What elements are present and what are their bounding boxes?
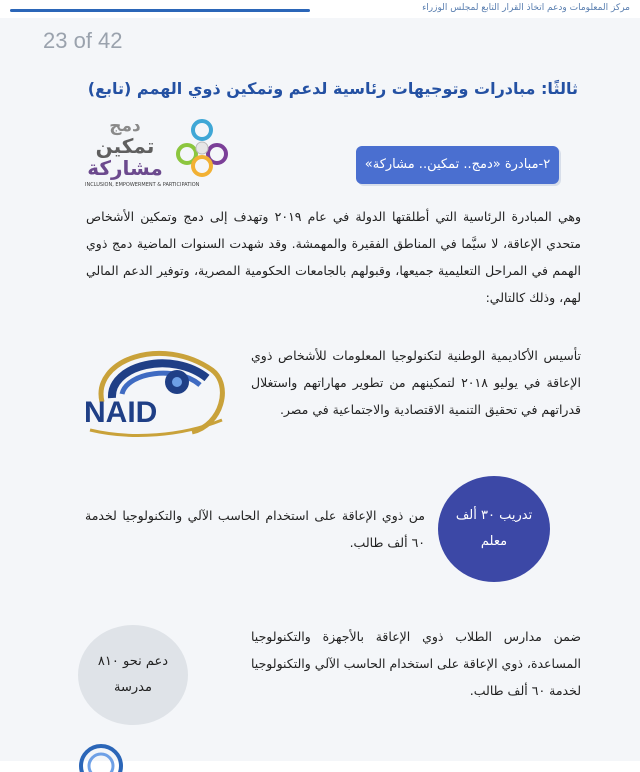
header-rule (10, 9, 310, 12)
schools-stat-text: ضمن مدارس الطلاب ذوي الإعاقة بالأجهزة والتكنولوجيا المساعدة، ذوي الإعاقة على استخدام الحاسب الآلي والتكنولوجيا لخدمة ٦٠ ألف طالب. (251, 629, 581, 698)
page-header (0, 0, 640, 18)
header-org-name: مركز المعلومات ودعم اتخاذ القرار التابع لمجلس الوزراء (422, 3, 630, 13)
schools-stat-unit: مدرسة (114, 680, 152, 695)
section-title: ثالثًا: مبادرات وتوجيهات رئاسية لدعم وتمكين ذوي الهمم (تابع) (87, 79, 578, 98)
logo-word-3: مشاركة (87, 156, 163, 180)
logo-subtitle: INCLUSION, EMPOWERMENT & PARTICIPATION (85, 182, 200, 188)
people-circle-icon (171, 118, 233, 178)
schools-stat-value: دعم نحو ٨١٠ (97, 654, 169, 669)
initiative-badge: ٢-مبادرة «دمج.. تمكين.. مشاركة» (356, 146, 559, 184)
naid-logo-text: NAID (84, 396, 158, 429)
inclusion-initiative-logo (85, 118, 235, 193)
logo-wordmark (85, 118, 165, 179)
naid-logo (82, 340, 230, 440)
initiative-description: وهي المبادرة الرئاسية التي أطلقتها الدولة في عام ٢٠١٩ وتهدف إلى دمج وتمكين الأشخاص متحدي الإعاقة، لا سيَّما في المناطق الفقيرة والمهمشة. وقد شهدت السنوات الماضية دمج ذوي الهمم في المراحل التعليمية جميعها، وقبولهم بالجامعات الحكومية المصرية، وتوفير الدعم المالي لهم، وذلك كالتالي: (86, 209, 581, 305)
teachers-stat-value: تدريب ٣٠ ألف (455, 508, 533, 523)
footer-logo-icon (78, 742, 124, 772)
page-number-indicator: 23 of 42 (43, 28, 123, 53)
schools-stat-circle (78, 625, 188, 725)
teachers-stat-unit: معلم (480, 534, 508, 549)
naid-description: تأسيس الأكاديمية الوطنية لتكنولوجيا المعلومات للأشخاص ذوي الإعاقة في يوليو ٢٠١٨ لتمكينهم من تطوير مهاراتهم واستغلال قدراتهم في تحقيق التنمية الاقتصادية والاجتماعية في مصر. (251, 348, 582, 417)
logo-word-1: دمج (109, 116, 141, 136)
logo-word-2: تمكين (95, 134, 155, 158)
teachers-stat-circle (438, 476, 550, 582)
teachers-stat-text: من ذوي الإعاقة على استخدام الحاسب الآلي والتكنولوجيا لخدمة ٦٠ ألف طالب. (85, 508, 425, 550)
